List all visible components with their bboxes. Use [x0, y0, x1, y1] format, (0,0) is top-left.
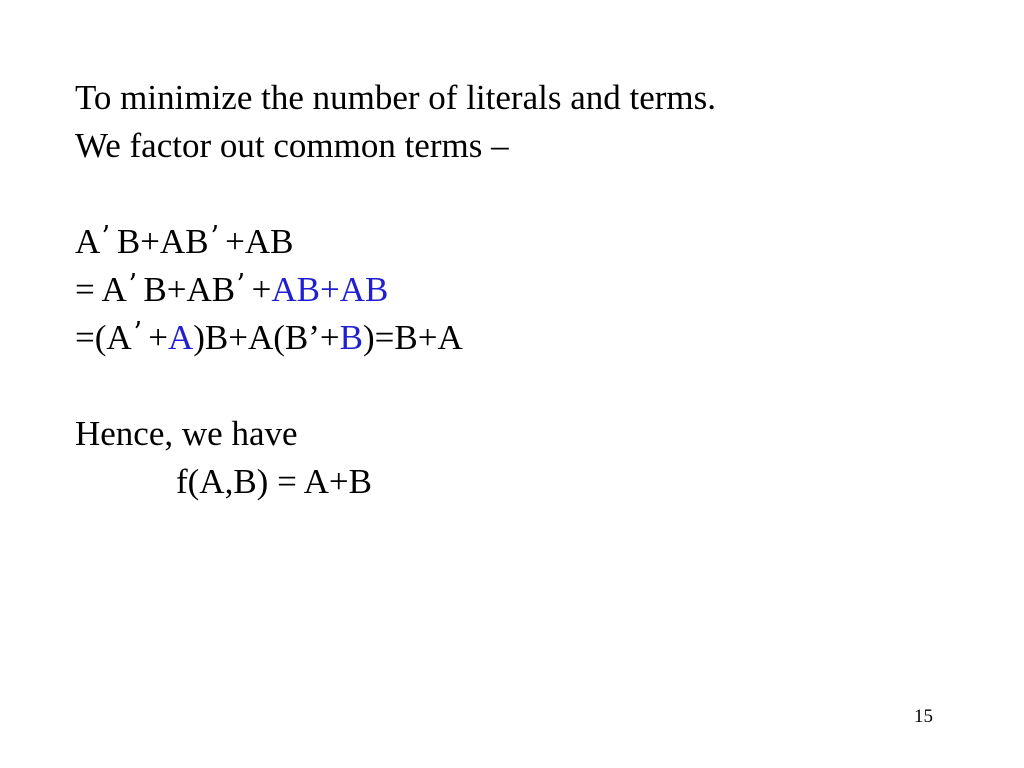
prime-mark: ’	[101, 220, 111, 255]
expression-original	[75, 218, 293, 268]
expression-step-2	[75, 314, 463, 364]
expression-step-1	[75, 266, 388, 316]
expression-step-2-part-d: )=B+A	[363, 318, 463, 357]
intro-line-2: We factor out common terms –	[75, 126, 509, 165]
expression-original-part-b: B+AB	[116, 222, 209, 261]
highlighted-term-a: A	[167, 318, 194, 357]
intro-line-1: To minimize the number of literals and terms.	[75, 78, 716, 117]
expression-step-1-part-a: = A	[75, 270, 127, 309]
expression-step-1-part-c: +	[251, 270, 272, 309]
expression-step-2-part-c: )B+A(B’+	[193, 318, 340, 357]
final-result: f(A,B) = A+B	[176, 462, 373, 501]
expression-original-part-a: A	[75, 222, 101, 261]
expression-original-part-c: +AB	[225, 222, 294, 261]
prime-mark: ’	[133, 316, 142, 351]
page-number: 15	[914, 706, 933, 727]
expression-step-2-part-a: =(A	[75, 318, 132, 357]
conclusion-heading: Hence, we have	[75, 414, 298, 453]
prime-mark: ’	[236, 268, 246, 303]
expression-step-2-part-b: +	[148, 318, 168, 357]
expression-step-1-part-b: B+AB	[143, 270, 236, 309]
prime-mark: ’	[128, 268, 137, 303]
highlighted-added-terms: AB+AB	[271, 270, 389, 309]
prime-mark: ’	[210, 220, 219, 255]
highlighted-term-b: B	[339, 318, 364, 357]
